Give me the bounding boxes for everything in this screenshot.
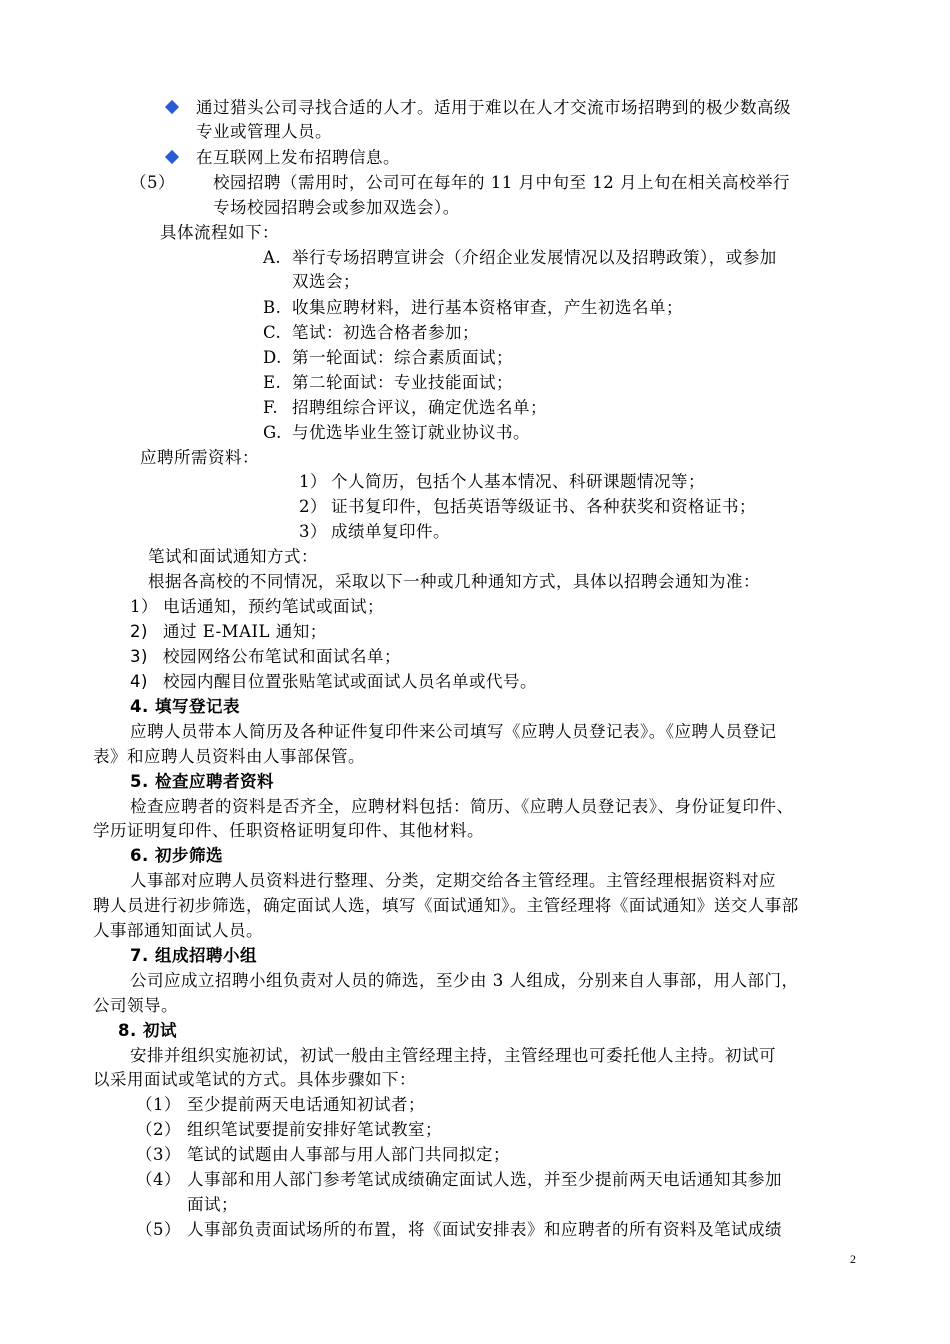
- section-4-line-1: 应聘人员带本人简历及各种证件复印件来公司填写《应聘人员登记表》。《应聘人员登记: [130, 722, 777, 741]
- bullet-2-line-1: 在互联网上发布招聘信息。: [196, 148, 400, 167]
- notice-text: 校园网络公布笔试和面试名单；: [163, 647, 401, 666]
- bullet-1-line-2: 专业或管理人员。: [196, 122, 332, 141]
- initial-step-number: （5）: [136, 1220, 181, 1239]
- initial-step-number: （2）: [136, 1120, 181, 1139]
- initial-step-number: （4）: [136, 1170, 181, 1189]
- notice-intro: 根据各高校的不同情况，采取以下一种或几种通知方式，具体以招聘会通知为准：: [148, 572, 760, 591]
- item-5-line-1: 校园招聘（需用时，公司可在每年的 11 月中旬至 12 月上旬在相关高校举行: [213, 173, 790, 192]
- notice-heading: 笔试和面试通知方式：: [148, 547, 318, 566]
- notice-number: 4): [130, 672, 148, 691]
- flow-step-text: 第一轮面试：综合素质面试；: [292, 348, 513, 367]
- section-5-line-2: 学历证明复印件、任职资格证明复印件、其他材料。: [93, 821, 484, 840]
- initial-step-text: 组织笔试要提前安排好笔试教室；: [187, 1120, 442, 1139]
- material-number: 1）: [299, 472, 327, 491]
- flow-step-letter: G.: [263, 423, 282, 442]
- material-number: 3）: [299, 522, 327, 541]
- page-number: 2: [850, 1252, 856, 1266]
- notice-text: 校园内醒目位置张贴笔试或面试人员名单或代号。: [163, 672, 537, 691]
- section-8-line-2: 以采用面试或笔试的方式。具体步骤如下：: [93, 1070, 416, 1089]
- section-8-line-1: 安排并组织实施初试，初试一般由主管经理主持，主管经理也可委托他人主持。初试可: [130, 1046, 776, 1065]
- flow-step-letter: A.: [263, 248, 282, 267]
- material-text: 个人简历，包括个人基本情况、科研课题情况等；: [331, 472, 705, 491]
- item-5-line-2: 专场校园招聘会或参加双选会）。: [213, 198, 460, 217]
- notice-number: 1）: [130, 597, 158, 616]
- section-6-line-1: 人事部对应聘人员资料进行整理、分类，定期交给各主管经理。主管经理根据资料对应: [130, 871, 776, 890]
- initial-step-text-2: 面试；: [187, 1195, 238, 1214]
- materials-heading: 应聘所需资料：: [140, 448, 259, 467]
- section-6-line-3: 人事部通知面试人员。: [93, 921, 263, 940]
- flow-step-letter: F.: [263, 398, 279, 417]
- flow-step-letter: D.: [263, 348, 282, 367]
- section-8-title: 8. 初试: [118, 1021, 177, 1040]
- notice-text: 通过 E-MAIL 通知；: [163, 622, 327, 641]
- section-7-title: 7. 组成招聘小组: [130, 946, 257, 965]
- material-number: 2）: [299, 497, 327, 516]
- initial-step-number: （1）: [136, 1095, 181, 1114]
- initial-step-text: 至少提前两天电话通知初试者；: [187, 1095, 425, 1114]
- initial-step-text: 笔试的试题由人事部与用人部门共同拟定；: [187, 1145, 510, 1164]
- flow-step-text: 收集应聘材料，进行基本资格审查，产生初选名单；: [292, 298, 683, 317]
- flow-step-text: 笔试：初选合格者参加；: [292, 323, 479, 342]
- section-7-line-1: 公司应成立招聘小组负责对人员的筛选，至少由 3 人组成，分别来自人事部，用人部门，: [130, 971, 799, 990]
- section-5-line-1: 检查应聘者的资料是否齐全，应聘材料包括：简历、《应聘人员登记表》、身份证复印件、: [130, 797, 794, 816]
- flow-step-text: 第二轮面试：专业技能面试；: [292, 373, 513, 392]
- initial-step-number: （3）: [136, 1145, 181, 1164]
- flow-step-letter: B.: [263, 298, 282, 317]
- section-4-line-2: 表》和应聘人员资料由人事部保管。: [93, 747, 365, 766]
- material-text: 证书复印件，包括英语等级证书、各种获奖和资格证书；: [331, 497, 756, 516]
- initial-step-text: 人事部负责面试场所的布置，将《面试安排表》和应聘者的所有资料及笔试成绩: [187, 1220, 782, 1239]
- section-7-line-2: 公司领导。: [93, 996, 178, 1015]
- section-4-title: 4. 填写登记表: [130, 697, 240, 716]
- flow-heading: 具体流程如下：: [160, 223, 279, 242]
- flow-step-text: 与优选毕业生签订就业协议书。: [292, 423, 530, 442]
- flow-step-text: 举行专场招聘宣讲会（介绍企业发展情况以及招聘政策），或参加: [292, 248, 777, 267]
- bullet-1-line-1: 通过猎头公司寻找合适的人才。适用于难以在人才交流市场招聘到的极少数高级: [196, 98, 791, 117]
- flow-step-letter: E.: [263, 373, 282, 392]
- diamond-bullet-icon: [165, 150, 179, 164]
- flow-step-text-2: 双选会；: [292, 272, 360, 291]
- material-text: 成绩单复印件。: [331, 522, 450, 541]
- section-5-title: 5. 检查应聘者资料: [130, 772, 274, 791]
- diamond-bullet-icon: [165, 100, 179, 114]
- flow-step-text: 招聘组综合评议，确定优选名单；: [292, 398, 547, 417]
- notice-number: 2): [130, 622, 148, 641]
- flow-step-letter: C.: [263, 323, 282, 342]
- notice-text: 电话通知，预约笔试或面试；: [163, 597, 384, 616]
- notice-number: 3): [130, 647, 148, 666]
- section-6-title: 6. 初步筛选: [130, 846, 223, 865]
- section-6-line-2: 聘人员进行初步筛选，确定面试人选，填写《面试通知》。主管经理将《面试通知》送交人事部: [93, 896, 799, 915]
- initial-step-text: 人事部和用人部门参考笔试成绩确定面试人选，并至少提前两天电话通知其参加: [187, 1170, 782, 1189]
- item-5-number: （5）: [130, 173, 175, 192]
